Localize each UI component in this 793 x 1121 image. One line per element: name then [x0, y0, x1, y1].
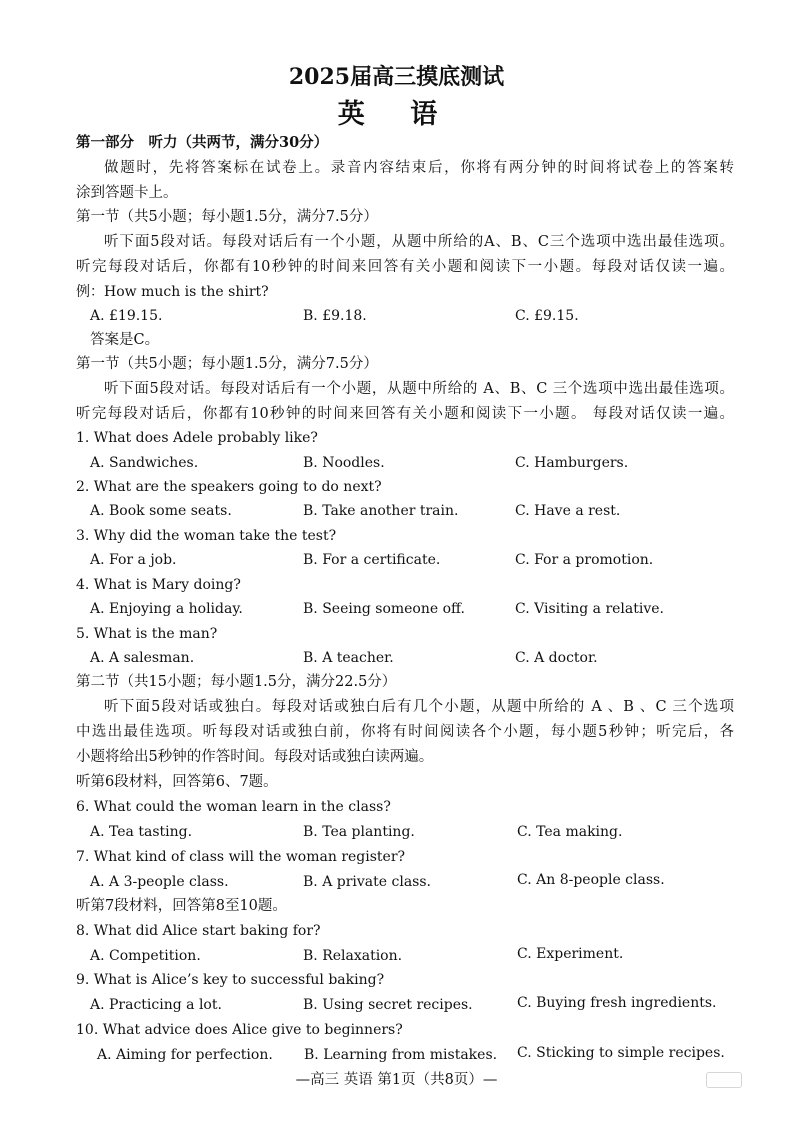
subject-title: 英 语	[337, 99, 456, 130]
question-5-option-c: C. A doctor.	[515, 650, 598, 666]
question-5-option-b: B. A teacher.	[303, 650, 394, 666]
watermark-stamp	[706, 1072, 742, 1088]
section-a-first-instr2: 听完每段对话后，你都有10秒钟的时间来回答有关小题和阅读下一小题。每段对话仅读一遍。	[76, 259, 734, 275]
question-4-option-c: C. Visiting a relative.	[515, 601, 664, 617]
question-4: 4. What is Mary doing?	[76, 577, 241, 593]
section-a-instr1: 听下面5段对话。每段对话后有一个小题，从题中所给的 A、B、C 三个选项中选出最佳选项。	[104, 381, 734, 397]
question-10-option-b: B. Learning from mistakes.	[304, 1047, 498, 1063]
question-7-option-b: B. A private class.	[303, 874, 431, 890]
question-8: 8. What did Alice start baking for?	[76, 923, 321, 939]
question-10-option-a: A. Aiming for perfection.	[97, 1047, 273, 1063]
question-1-option-a: A. Sandwiches.	[90, 455, 199, 471]
question-9: 9. What is Alice’s key to successful baking?	[76, 972, 385, 988]
exam-title: 2025届高三摸底测试	[288, 64, 505, 90]
question-9-option-c: C. Buying fresh ingredients.	[517, 995, 717, 1011]
question-4-option-a: A. Enjoying a holiday.	[90, 601, 243, 617]
question-6-option-c: C. Tea making.	[517, 824, 623, 840]
question-1: 1. What does Adele probably like?	[76, 430, 318, 446]
question-9-option-b: B. Using secret recipes.	[303, 997, 473, 1013]
section-b-instr2: 中选出最佳选项。听每段对话或独白前，你将有时间阅读各个小题，每小题5秒钟；听完后，各	[76, 724, 734, 740]
section-b-instr1: 听下面5段对话或独白。每段对话或独白后有几个小题，从题中所给的 A 、B 、C 三个选项	[104, 699, 734, 715]
question-2-option-c: C. Have a rest.	[515, 503, 621, 519]
question-6-option-b: B. Tea planting.	[303, 824, 415, 840]
question-1-option-c: C. Hamburgers.	[515, 455, 629, 471]
section-a-heading: 第一节（共5小题；每小题1.5分，满分7.5分）	[76, 356, 378, 372]
example-option-c: C. £9.15.	[515, 308, 579, 324]
question-5-option-a: A. A salesman.	[90, 650, 195, 666]
example-option-b: B. £9.18.	[303, 308, 367, 324]
section-b-instr3: 小题将给出5秒钟的作答时间。每段对话或独白读两遍。	[76, 749, 434, 765]
question-10: 10. What advice does Alice give to beginners?	[76, 1022, 403, 1038]
question-7-option-c: C. An 8-people class.	[517, 872, 665, 888]
question-2-option-a: A. Book some seats.	[90, 503, 232, 519]
example-question: 例：How much is the shirt?	[76, 284, 269, 300]
question-8-option-a: A. Competition.	[90, 948, 201, 964]
section-a-first-instr1: 听下面5段对话。每段对话后有一个小题，从题中所给的A、B、C三个选项中选出最佳选项。	[104, 234, 734, 250]
question-7: 7. What kind of class will the woman register?	[76, 849, 406, 865]
part1-heading: 第一部分 听力（共两节，满分30分）	[76, 134, 329, 151]
section-b-heading: 第二节（共15小题；每小题1.5分，满分22.5分）	[76, 674, 397, 690]
material-6-heading: 听第6段材料，回答第6、7题。	[76, 774, 278, 790]
question-3-option-b: B. For a certificate.	[303, 552, 441, 568]
question-7-option-a: A. A 3-people class.	[90, 874, 229, 890]
page-footer: —高三 英语 第1页（共8页）—	[295, 1072, 498, 1088]
section-a-instr2: 听完每段对话后，你都有10秒钟的时间来回答有关小题和阅读下一小题。 每段对话仅读一遍。	[76, 406, 734, 422]
question-2-option-b: B. Take another train.	[303, 503, 459, 519]
question-8-option-c: C. Experiment.	[517, 946, 624, 962]
material-7-heading: 听第7段材料，回答第8至10题。	[76, 898, 287, 914]
part1-intro-line1: 做题时，先将答案标在试卷上。录音内容结束后，你将有两分钟的时间将试卷上的答案转	[104, 160, 734, 176]
question-8-option-b: B. Relaxation.	[303, 948, 403, 964]
question-1-option-b: B. Noodles.	[303, 455, 385, 471]
question-3: 3. Why did the woman take the test?	[76, 528, 337, 544]
question-4-option-b: B. Seeing someone off.	[303, 601, 465, 617]
example-answer: 答案是C。	[90, 332, 160, 348]
question-10-option-c: C. Sticking to simple recipes.	[517, 1045, 725, 1061]
question-2: 2. What are the speakers going to do next?	[76, 479, 382, 495]
question-6-option-a: A. Tea tasting.	[90, 824, 193, 840]
section-a-heading-first: 第一节（共5小题；每小题1.5分，满分7.5分）	[76, 209, 378, 225]
question-3-option-c: C. For a promotion.	[515, 552, 654, 568]
question-6: 6. What could the woman learn in the class?	[76, 799, 391, 815]
example-option-a: A. £19.15.	[90, 308, 163, 324]
question-5: 5. What is the man?	[76, 626, 218, 642]
question-9-option-a: A. Practicing a lot.	[90, 997, 222, 1013]
question-3-option-a: A. For a job.	[90, 552, 177, 568]
part1-intro-line2: 涂到答题卡上。	[76, 185, 178, 201]
